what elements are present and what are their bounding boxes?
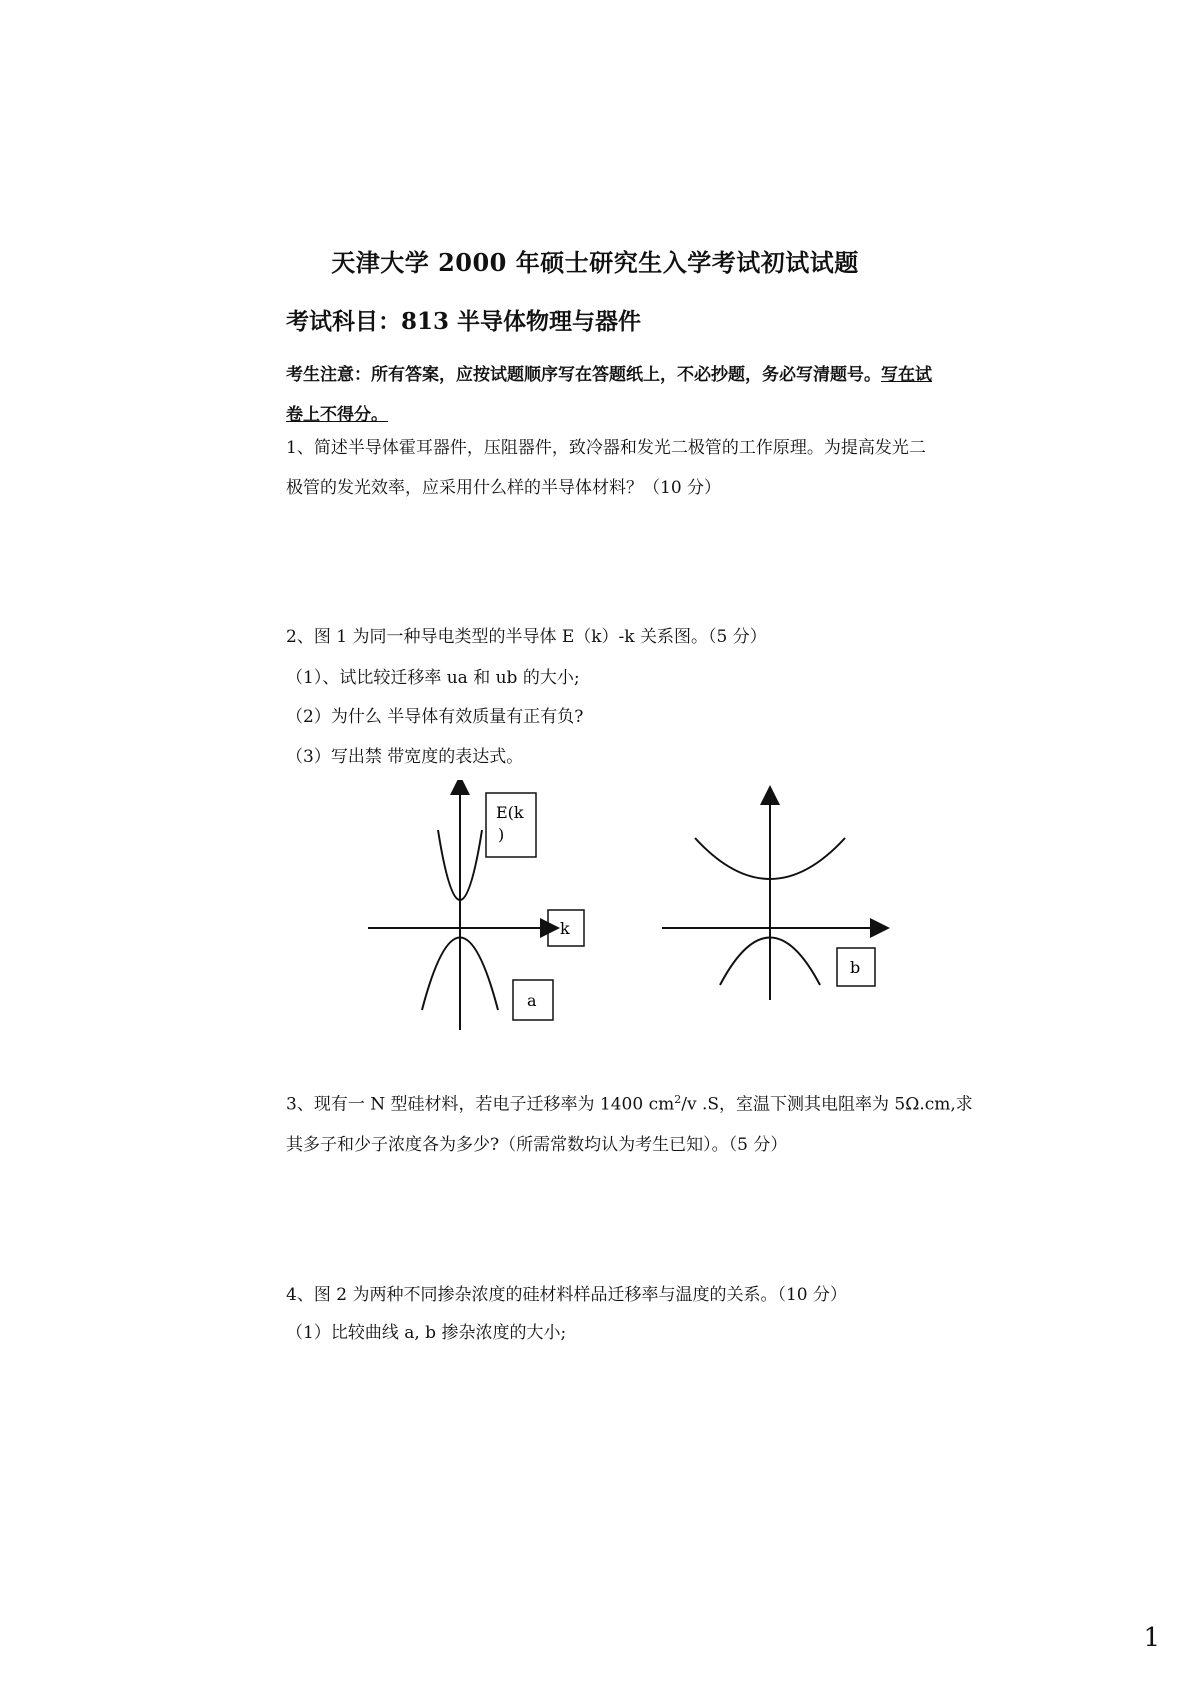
notice-underlined-b: 卷上不得分。: [286, 405, 388, 425]
label-b-box: [837, 948, 875, 986]
figure-1-ek-diagram: [350, 780, 910, 1040]
label-a: a: [527, 991, 537, 1010]
question-3-line-2: 其多子和少子浓度各为多少?（所需常数均认为考生已知）。（5 分）: [286, 1134, 788, 1155]
exam-title: 天津大学 2000 年硕士研究生入学考试初试试题: [331, 248, 859, 277]
label-k: k: [560, 919, 570, 938]
question-1-line-1: 1、简述半导体霍耳器件，压阻器件，致冷器和发光二极管的工作原理。为提高发光二: [286, 438, 926, 458]
question-2-sub-2: （2）为什么 半导体有效质量有正有负?: [286, 707, 584, 727]
label-a-box: [513, 980, 553, 1020]
question-3: [286, 1080, 1006, 1165]
diagram-a: [368, 785, 584, 1030]
notice-underlined-a: 写在试: [881, 365, 932, 385]
question-1-line-2: 极管的发光效率，应采用什么样的半导体材料？（10 分）: [286, 478, 722, 498]
question-3-line-1: [286, 1080, 1006, 1125]
label-ek-line-1: E(k: [496, 803, 524, 822]
question-3-line-1-b: /v .S，室温下测其电阻率为 5Ω.cm,求: [681, 1094, 973, 1115]
label-k-box: [548, 910, 584, 946]
label-ek-box: [486, 793, 536, 857]
question-1: [286, 428, 1006, 508]
notice-text: 考生注意：所有答案，应按试题顺序写在答题纸上，不必抄题，务必写清题号。: [286, 365, 881, 385]
question-4-stem: 4、图 2 为两种不同掺杂浓度的硅材料样品迁移率与温度的关系。（10 分）: [286, 1285, 847, 1305]
exam-subject: 考试科目：813 半导体物理与器件: [286, 308, 642, 335]
question-3-superscript: 2: [674, 1093, 682, 1106]
question-2-sub-3: （3）写出禁 带宽度的表达式。: [286, 747, 524, 767]
label-b: b: [850, 958, 861, 977]
question-3-line-1-a: 3、现有一 N 型硅材料，若电子迁移率为 1400 cm: [286, 1094, 675, 1115]
question-2-sub-1: （1）、试比较迁移率 ua 和 ub 的大小;: [286, 668, 580, 688]
question-2-stem: 2、图 1 为同一种导电类型的半导体 E（k）-k 关系图。（5 分）: [286, 627, 767, 647]
question-4-sub-1: （1）比较曲线 a, b 掺杂浓度的大小;: [286, 1323, 567, 1343]
exam-notice: [286, 355, 1006, 435]
diagram-b: [662, 795, 880, 1000]
label-ek-line-2: ): [498, 825, 505, 844]
page-number: 1: [1143, 1623, 1160, 1653]
